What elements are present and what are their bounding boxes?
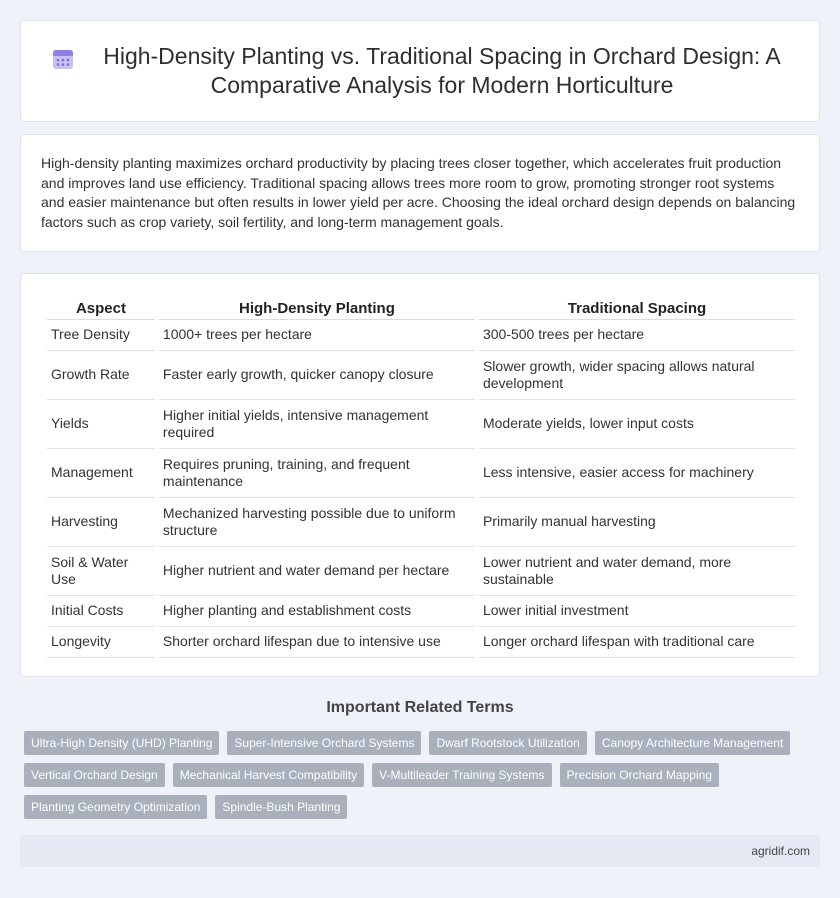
cell-traditional: Slower growth, wider spacing allows natural development (479, 351, 795, 400)
cell-aspect: Management (47, 449, 155, 498)
related-term-tag[interactable]: Spindle-Bush Planting (215, 795, 347, 819)
cell-aspect: Harvesting (47, 498, 155, 547)
cell-traditional: Moderate yields, lower input costs (479, 400, 795, 449)
page-title: High-Density Planting vs. Traditional Spacing in Orchard Design: A Comparative Analysis for Modern Horticulture (103, 43, 781, 98)
footer-site-link[interactable]: agridif.com (751, 844, 810, 858)
cell-aspect: Longevity (47, 627, 155, 658)
related-term-tag[interactable]: Super-Intensive Orchard Systems (227, 731, 421, 755)
related-term-tag[interactable]: Dwarf Rootstock Utilization (429, 731, 586, 755)
cell-high-density: Faster early growth, quicker canopy closure (159, 351, 475, 400)
related-terms-list (24, 731, 804, 819)
header-traditional: Traditional Spacing (479, 294, 795, 320)
cell-high-density: Mechanized harvesting possible due to uniform structure (159, 498, 475, 547)
table-row (47, 400, 795, 449)
header-aspect: Aspect (47, 294, 155, 320)
related-term-tag[interactable]: Precision Orchard Mapping (560, 763, 719, 787)
related-term-tag[interactable]: Mechanical Harvest Compatibility (173, 763, 364, 787)
cell-high-density: Higher planting and establishment costs (159, 596, 475, 627)
cell-traditional: 300-500 trees per hectare (479, 320, 795, 351)
table-row (47, 320, 795, 351)
header-high-density: High-Density Planting (159, 294, 475, 320)
related-term-tag[interactable]: Vertical Orchard Design (24, 763, 165, 787)
footer (20, 835, 820, 867)
related-terms-heading: Important Related Terms (326, 699, 514, 716)
intro-card (20, 134, 820, 252)
table-row (47, 449, 795, 498)
cell-aspect: Yields (47, 400, 155, 449)
related-term-tag[interactable]: Planting Geometry Optimization (24, 795, 207, 819)
cell-high-density: Shorter orchard lifespan due to intensive use (159, 627, 475, 658)
comparison-table (43, 294, 799, 658)
title-card (20, 20, 820, 122)
cell-traditional: Less intensive, easier access for machinery (479, 449, 795, 498)
related-term-tag[interactable]: Ultra-High Density (UHD) Planting (24, 731, 219, 755)
cell-aspect: Growth Rate (47, 351, 155, 400)
related-term-tag[interactable]: Canopy Architecture Management (595, 731, 790, 755)
table-header-row (47, 294, 795, 320)
table-row (47, 627, 795, 658)
cell-aspect: Soil & Water Use (47, 547, 155, 596)
cell-high-density: Requires pruning, training, and frequent maintenance (159, 449, 475, 498)
cell-traditional: Lower nutrient and water demand, more sustainable (479, 547, 795, 596)
table-row (47, 498, 795, 547)
related-term-tag[interactable]: V-Multileader Training Systems (372, 763, 551, 787)
cell-traditional: Primarily manual harvesting (479, 498, 795, 547)
cell-traditional: Longer orchard lifespan with traditional care (479, 627, 795, 658)
intro-paragraph: High-density planting maximizes orchard productivity by placing trees closer together, which accelerates fruit production and improves land use efficiency. Traditional spacing allows trees more room to grow, promoting stronger root systems and easier maintenance but often results in lower yield per acre. Choosing the ideal orchard design depends on balancing factors such as crop variety, soil fertility, and long-term management goals. (41, 155, 796, 230)
cell-aspect: Tree Density (47, 320, 155, 351)
cell-traditional: Lower initial investment (479, 596, 795, 627)
cell-high-density: Higher initial yields, intensive management required (159, 400, 475, 449)
cell-aspect: Initial Costs (47, 596, 155, 627)
cell-high-density: Higher nutrient and water demand per hectare (159, 547, 475, 596)
table-row (47, 547, 795, 596)
table-row (47, 596, 795, 627)
cell-high-density: 1000+ trees per hectare (159, 320, 475, 351)
comparison-table-card (20, 273, 820, 677)
table-row (47, 351, 795, 400)
